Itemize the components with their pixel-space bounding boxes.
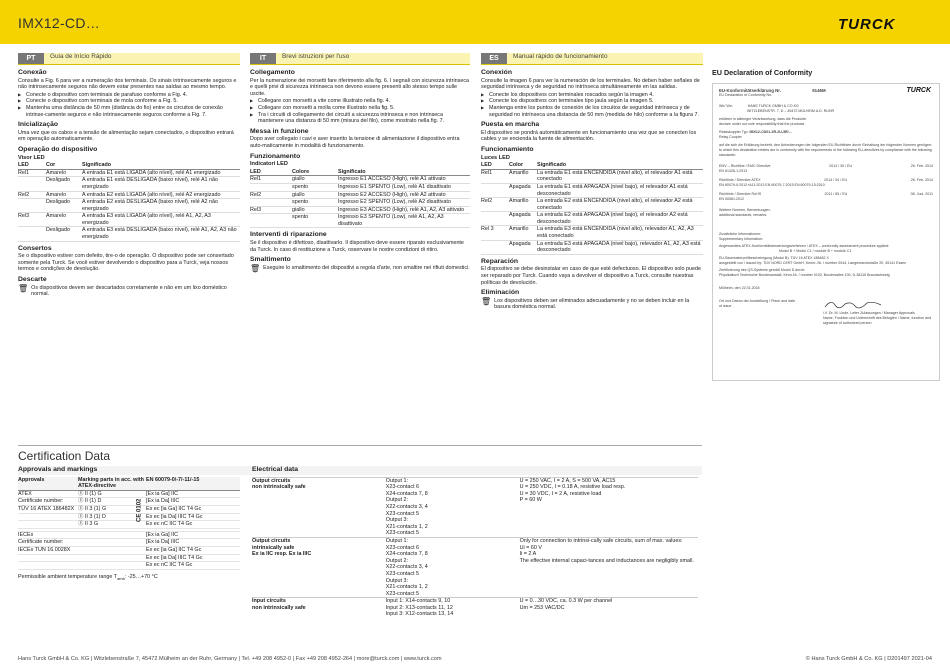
list-item: ▶ Conecte los dispositivos con terminales roscados según la imagen 4. [489,92,703,99]
table-row: Rel2 Amarelo A entrada E2 está LIGADA (alto nível), relé A2 energizado [18,191,240,199]
table-row: Apagada La entrada E3 está APAGADA (nivel bajo), relevador A1, A2, A3 está desconectado [481,240,703,254]
pt-led-table [18,162,240,242]
pt-init-heading: Inicialização [18,121,59,129]
approvals-heading: Approvals and markings [18,466,98,473]
list-item: ▶ Conecte los dispositivos con terminales tipo jaula según la imagen 5. [489,98,703,105]
table-row: spento Ingresso E1 SPENTO (Low), relè A1 disattivato [250,183,470,191]
es-puesta-text: El dispositivo se pondrá automáticamente en funcionamiento una vez que se conecten los cables y se encienda la fuente de alimentación. [481,129,697,143]
table-row: Rel2 Amarillo La entrada E2 está ENCENDIDA (nivel alto), el relevador A2 está conectado [481,198,703,212]
crossed-bin-icon: 🗑 [481,296,492,306]
pt-conexao-text: Consulte a Fig. 6 para ver a numeração dos terminais. Os sinais intrinsecamente seguros e não intrinsecamente seguros não devem estar presentes nas saídas ao mesmo tempo. [18,77,237,91]
es-func-heading: Funcionamiento [481,145,534,153]
pt-descarte-text: Os dispositivos devem ser descartados corretamente e não em um lixo doméstico normal. [31,284,227,298]
pt-guide-title: Guia de Início Rápido [50,53,112,60]
eu-doc-logo: TURCK [906,87,931,94]
column-header: Significato [338,169,470,176]
electrical-heading: Electrical data [252,466,299,473]
it-coll-heading: Collegamento [250,69,295,76]
table-row: Rel1 giallo Ingresso E1 ACCESO (High), relè A1 attivato [250,176,470,184]
table-row: TÜV 16 ATEX 186482X Ⓔ II 3 (1) G Ex ec [ia Ga] IIC T4 Gc [18,505,240,513]
table-row: Desligado A entrada E1 está DESLIGADA (baixo nível), relé A1 não energizado [18,177,240,191]
table-row: Input circuits non intrinsically safe Input 1: X14-contacts 9, 10 Input 2: X13-contacts 11, 12 Input 3: X12-contacts 13, 14 U = 0…30 VDC, ca. 0.3 W per channel Um = 253 VAC/DC [252,598,698,618]
pt-descarte-note [18,285,240,298]
table-row: Rel1 Amarelo A entrada E1 está LIGADA (alto nível), relé A1 energizado [18,169,240,177]
electrical-section [252,467,702,618]
footer [18,656,932,662]
ambient-temperature: Permissible ambient temperature range $T_{amb}$: -25…+70 °C [18,573,158,581]
it-smalt-heading: Smaltimento [250,256,291,264]
column-header: Color [509,162,537,169]
table-row: Output circuits non intrinsically safe Output 1: X23-contact 6 X24-contacts 7, 8 Output 2: X22-contacts 3, 4 X23-contact 5 Output 3: X21-contacts 1, 2 X23-contact 5 U = 250 VAC, I = 2 A, S = 500 VA, AC15 U = 250 VDC, I = 0.18 A, resistive load resp. U = 30 VDC, I = 2 A, resistive load P = 60 W [252,477,698,537]
list-item: ▶ Conecte o dispositivo com terminais de mola conforme a Fig. 5. [26,98,240,105]
pt-conexao-heading: Conexão [18,69,47,76]
table-row: Output circuits intrinsically safe Ex ia IIC resp. Ex ia IIIC Output 1: X23-contact 6 X24-contacts 7, 8 Output 2: X22-contacts 3, 4 X23-contact 5 Output 3: X21-contacts 1, 2 X23-contact 5 Only for connection to intrinsi-cally safe circuits, sum of max. values: Ui = 60 V Ii = 2 A The effective internal capaci-tances and inductances are negligibly small. [252,537,698,597]
it-messa-text: Dopo aver collegato i cavi e aver inserito la tensione di alimentazione il dispositivo entra auto-maticamente in modalità di funzionamento. [250,136,460,149]
it-rip-text: Se il dispositivo è difettoso, disattivarlo. Il dispositivo deve essere riparato esclusivamente da Turck. In caso di restituzione a Turck, osservare le nostre condizioni di ritiro. [250,240,464,253]
list-item: ▶ Mantenga entre los puntos de conexión de los circuitos de seguridad intrínseca y de seguridad no intrínseca una distancia de 50 mm (medida de hilo) conforme a la figura 7. [489,105,703,118]
certification-title: Certification Data [18,449,111,463]
table-row: Ex ec [ia Da] IIIC T4 Gc [18,554,240,562]
it-column [250,53,470,272]
es-puesta-heading: Puesta en marcha [481,121,540,129]
turck-logo: TURCK [838,16,896,33]
table-row: ATEX Ⓔ II (1) G [Ex ia Ga] IIC [18,490,240,498]
es-func-subheading: Luces LED [481,154,510,161]
lang-badge-es: ES [481,53,507,64]
list-item: ▶ Collegare con morsetti a vite come illustrato nella fig. 4. [258,98,470,105]
pt-consertos-heading: Consertos [18,244,52,252]
it-funz-heading: Funzionamento [250,152,301,160]
es-led-table [481,162,703,255]
approvals-table [18,477,240,570]
signature-scribble [823,299,883,309]
it-messa-heading: Messa in funzione [250,127,309,135]
column-header: Significado [82,162,240,169]
eu-declaration [712,68,940,381]
es-elim-heading: Eliminación [481,289,520,297]
it-smalt-note [250,265,470,272]
es-rep-heading: Reparación [481,257,519,265]
es-rep-text: El dispositivo se debe desinstalar en caso de que esté defectuoso. El dispositivo solo puede ser reparado por Turck. Cuando vaya a devolver el dispositivo a Turck, consulte nuestras políticas de devolución. [481,266,701,286]
es-guide-title: Manual rápido de funcionamiento [513,53,608,60]
pt-op-subheading: Visor LED [18,154,45,161]
table-row: Ⓔ II 3 G Ex ec nC IIC T4 Gc [18,521,240,529]
table-row: Ⓔ II 3 (1) D Ex ec [ia Da] IIIC T4 Gc [18,513,240,521]
pt-op-heading: Operação do dispositivo [18,145,98,153]
crossed-bin-icon: 🗑 [250,263,261,273]
section-divider [18,445,702,446]
signature: i.V. Dr. M. Linde, Leiter Zulassungen / Manager Approvals Name, Funktion und Unterschrift des Befugten / Name, function and signature of authorized person [823,299,933,326]
es-elim-text: Los dispositivos deben ser eliminados adecuadamente y no se deben incluir en la basura doméstica normal. [494,297,690,311]
pt-descarte-heading: Descarte [18,276,47,284]
it-coll-text: Per la numerazione dei morsetti fare riferimento alla fig. 6. I segnali con sicurezza intrinseca e quelli privi di sicurezza intrinseca non devono essere presenti allo stesso tempo sulle uscite. [250,77,470,97]
table-row: Rel3 giallo Ingresso E3 ACCESO (High), relè A1, A2, A3 attivato [250,206,470,214]
document-title: IMX12-CD… [18,15,101,31]
list-item: ▶ Tra i circuiti di collegamento dei circuiti a sicurezza intrinseca e non intrinseca mantenere una distanza di 50 mm (misura del filo), come mostrato nella fig. 7. [258,112,470,125]
pt-init-text: Uma vez que os cabos e a tensão de alimentação sejam conectados, o dispositivo entrará em operação automaticamente. [18,129,234,143]
it-header [250,53,470,65]
es-con-heading: Conexión [481,69,512,76]
es-con-text: Consulte la imagen 6 para ver la numeración de los terminales. No deben haber señales de seguridad intrínseca y de seguridad no intrínseca simultáneamente en las salidas. [481,77,700,91]
it-guide-title: Brevi istruzioni per l'uso [282,53,350,60]
column-header: Cor [46,162,82,169]
eu-declaration-title: EU Declaration of Conformity [712,68,813,77]
pt-consertos-text: Se o dispositivo estiver com defeito, tire-o de operação. O dispositivo pode ser consertado somente pela Turck. Se você estiver devolvendo o dispositivo para a Turck, veja nossos termos e condições de devolução. [18,253,234,273]
table-row: Rel 3 Amarillo La entrada E3 está ENCENDIDA (nivel alto), relevador A1, A2, A3 está conectado [481,226,703,240]
electrical-table [252,477,698,618]
it-smalt-text: Eseguire lo smaltimento dei dispositivi a regola d'arte, non smaltire nei rifiuti domestici. [263,264,470,271]
column-header: Colore [292,169,338,176]
table-row: Rel1 Amarillo La entrada E1 está ENCENDIDA (nivel alto), el relevador A1 está conectado [481,169,703,183]
list-item: ▶ Mantenha uma distância de 50 mm (distância do fio) entre os circuitos de conexão intrinse-camente seguros e não intrinsecamente seguros conforme a Fig. 7. [26,105,240,118]
table-row: Apagada La entrada E1 está APAGADA (nivel bajo), el relevador A1 está desconectado [481,183,703,197]
table-row: Apagada La entrada E2 está APAGADA (nivel bajo), el relevador A2 está desconectado [481,212,703,226]
column-header: Significado [537,162,703,169]
column-header: Approvals [18,477,78,491]
table-row: spento Ingresso E3 SPENTO (Low), relè A1, A2, A3 disattivato [250,214,470,228]
table-row: spento Ingresso E2 SPENTO (Low), relè A2 disattivato [250,199,470,207]
lang-badge-it: IT [250,53,276,64]
list-item: ▶ Conecte o dispositivo com terminais de parafuso conforme a Fig. 4. [26,92,240,99]
ce-mark: CE 0102 [136,498,143,522]
es-con-list [481,92,703,118]
table-row: Certificate number: [Ex ia Da] IIIC [18,539,240,547]
es-elim-note [481,298,703,311]
table-row: Certificate number: Ⓔ II (1) D [Ex ia Da] IIIC [18,498,240,506]
column-header: LED [481,162,509,169]
table-row: IECEx TUN 16.0028X Ex ec [ia Ga] IIC T4 Gc [18,546,240,554]
pt-column [18,53,240,298]
column-header: LED [18,162,46,169]
eu-declaration-document: TURCK EU-Konformitätserklärung Nr. 5146M EU Declaration of Conformity No. Wir/ We: HANS TURCK GMBH & CO KG WITZLEBENSTR. 7, D – 45472 MÜLHEIM A.D. RUHR erklären in alleiniger Verantwortung, dass die Produkte declare under our sole responsibility that the products Relaiskoppler Typ: IMX12-CD01-2R-2U-3R/… Relay Coupler auf die sich die Erklärung bezieht, den Anforderungen der folgenden EU-Richtlinien durch Einhaltung der folgenden Normen genügen: to which this declaration relates are in conformity with the requirements of the following EU-directives by compliance with the following standards: EMV – Richtline / EMC Directive 2014 / 30 / EU 26. Feb. 2014 EN 61326-1:2013 Richtlinie / Directive ATEX 2014 / 34 / EU 26. Feb. 2014 EN 60079-0:2012+A11:2013 EN 60079-7:2015 EN 60079-15:2010 Richtlinie / Directive RoHS 2011 / 65 / EU 08. Juni. 2011 EN 50581:2012 Weitere Normen, Bemerkungen: additional standards, remarks: Zusätzliche Informationen: Supplementary information: Angewandtes ATEX-Konformitätsbewertungsverfahren / ATEX – conformity assessment procedure applied: Modul B + Modul C1 / module B + module C1 EU-Baumusterprüfbescheinigung (Modul B): TÜV 16 ATEX 186482 X ausgestellt von / issued by: TÜV NORD CERT GmbH, Kennr.-Nr. / number 0044, Langemarckstraße 20, 45141 Essen Zertifizierung des QS-Systems gemäß Modul D durch: Physikalisch Technische Bundesanstalt, Kenn-Nr. / number 0102, Bundesallee 100, D-38116 Braunschweig Mülheim, den 22.01.2018 Ort und Datum der Ausstellung / Place and date of issue i.V. Dr. M. Linde, Leiter Zulassungen / Manager Approvals Name, Funktion und Unterschrift des Befugten / Name, function and signature of authorized person [712,83,940,381]
column-header: LED [250,169,292,176]
table-row: Desligado A entrada E3 está DESLIGADA (baixo nível), relé A1, A2, A3 não energizado [18,227,240,241]
header-bar [0,0,950,44]
es-column [481,53,703,311]
table-row: Rel2 giallo Ingresso E2 ACCESO (High), relè A2 attivato [250,191,470,199]
table-row: Ex ec nC IIC T4 Gc [18,562,240,570]
footer-copyright: © Hans Turck GmbH & Co. KG | D201497 2021-04 [805,656,932,662]
it-coll-list [250,98,470,124]
list-item: ▶ Collegare con morsetti a molla come illustrato nella fig. 5. [258,105,470,112]
it-led-table [250,169,470,229]
es-header [481,53,703,65]
crossed-bin-icon: 🗑 [18,283,29,293]
table-row: Rel3 Amarelo A entrada E3 está LIGADA (alto nível), relé A1, A2, A3 energizado [18,213,240,227]
approvals-section [18,467,240,583]
it-funz-subheading: Indicatori LED [250,161,288,168]
pt-conexao-list [18,92,240,118]
footer-address: Hans Turck GmbH & Co. KG | Witzlebenstraße 7, 45472 Mülheim an der Ruhr, Germany | Tel. +49 208 4952-0 | Fax +49 208 4952-264 | more@turck.com | www.turck.com [18,656,442,662]
it-rip-heading: Interventi di riparazione [250,231,327,239]
table-row: Desligado A entrada E2 está DESLIGADA (baixo nível), relé A2 não energizado [18,199,240,213]
column-header: EN 60079-0/-7/-11/-15 [146,477,240,491]
lang-badge-pt: PT [18,53,44,64]
table-row: IECEx [Ex ia Ga] IIC [18,531,240,539]
pt-header [18,53,240,65]
column-header: Marking parts in acc. with ATEX-directive [78,477,146,491]
